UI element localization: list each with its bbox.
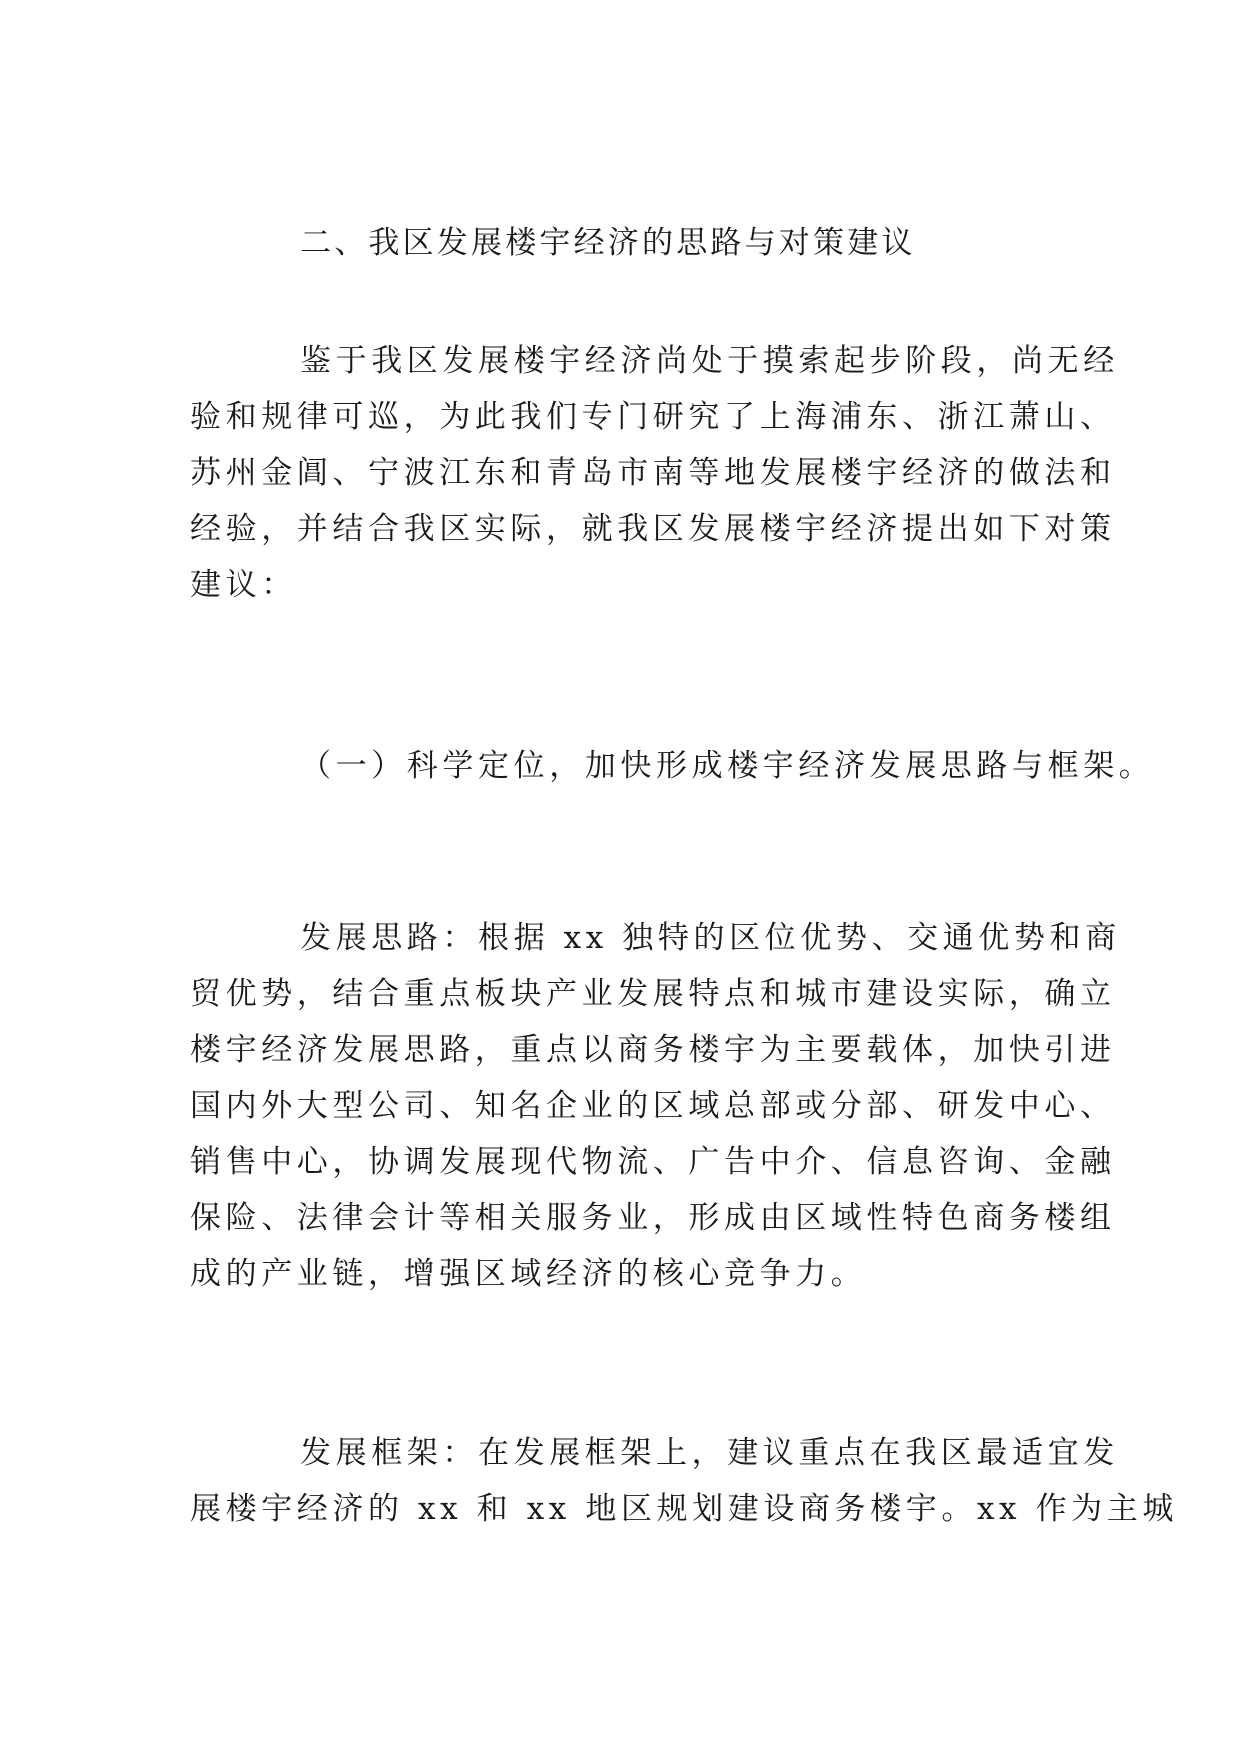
paragraph-line: 国内外大型公司、知名企业的区域总部或分部、研发中心、 [190, 1088, 1116, 1124]
paragraph-line: 成的产业链，增强区域经济的核心竞争力。 [190, 1256, 867, 1292]
paragraph-line: 验和规律可巡，为此我们专门研究了上海浦东、浙江萧山、 [190, 399, 1116, 435]
paragraph-line: 建议： [190, 567, 297, 603]
paragraph-line: 鉴于我区发展楼宇经济尚处于摸索起步阶段，尚无经 [300, 343, 1119, 379]
paragraph-line: 楼宇经济发展思路，重点以商务楼宇为主要载体，加快引进 [190, 1032, 1116, 1068]
paragraph-line: 销售中心，协调发展现代物流、广告中介、信息咨询、金融 [190, 1144, 1116, 1180]
paragraph-line: 保险、法律会计等相关服务业，形成由区域性特色商务楼组 [190, 1200, 1116, 1236]
paragraph-line: 展楼宇经济的 xx 和 xx 地区规划建设商务楼宇。xx 作为主城 [190, 1491, 1178, 1527]
paragraph-line: 经验，并结合我区实际，就我区发展楼宇经济提出如下对策 [190, 511, 1116, 547]
section-heading: 二、我区发展楼宇经济的思路与对策建议 [300, 225, 916, 261]
paragraph-line: 发展思路：根据 xx 独特的区位优势、交通优势和商 [300, 920, 1121, 956]
paragraph-line: 贸优势，结合重点板块产业发展特点和城市建设实际，确立 [190, 976, 1116, 1012]
subsection-heading: （一）科学定位，加快形成楼宇经济发展思路与框架。 [300, 748, 1155, 784]
paragraph-line: 发展框架：在发展框架上，建议重点在我区最适宜发 [300, 1435, 1119, 1471]
paragraph-line: 苏州金阊、宁波江东和青岛市南等地发展楼宇经济的做法和 [190, 455, 1116, 491]
